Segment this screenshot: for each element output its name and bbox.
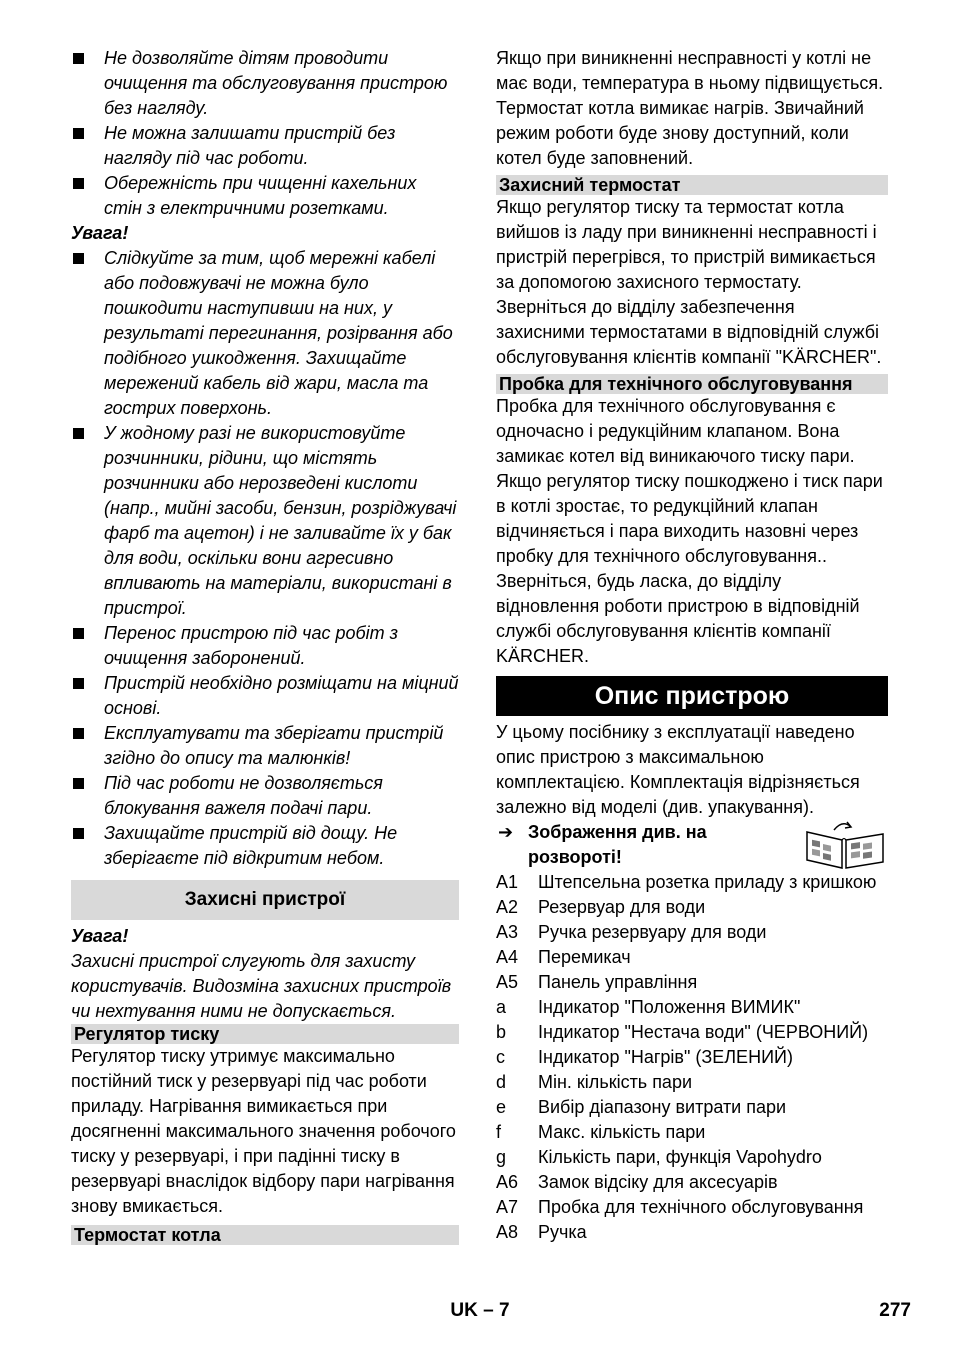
section-title-device-description: Опис пристрою [496, 676, 888, 716]
device-description-text: У цьому посібнику з експлуатації наведено опис пристрою з максимальною комплектацією. Комплектація відрізняється залежно від моделі (див. упакування). [496, 722, 860, 817]
boiler-thermostat-text: Якщо при виникненні несправності у котлі не має води, температура в ньому підвищується. Термостат котла вимикає нагрів. Звичайний режим роботи буде знову доступний, коли котел буде заповнений. [496, 48, 884, 168]
list-item: b Індикатор "Нестача води" (ЧЕРВОНИЙ) [496, 1022, 869, 1042]
subhead-safety-thermostat: Захисний термостат [496, 175, 888, 195]
bullet-square-icon [73, 678, 84, 689]
section-warning-label: Увага! [71, 926, 129, 946]
see-figures-note [496, 820, 888, 870]
subhead-service-plug: Пробка для технічного обслуговування [496, 374, 888, 394]
service-plug-text: Пробка для технічного обслуговування є одночасно і редукційним клапаном. Вона замикає котел від виникаючого тиску пари. Якщо регулятор тиску пошкоджено і тиск пари в котлі зростає, то редукційний клапан відчиняється і пара виходить назовні через пробку для технічного обслуговування.. Зверніться, будь ласка, до відділу відновлення роботи пристрою в відповідній службі обслуговування клієнтів компанії KÄRCHER. [496, 396, 883, 666]
component-list [496, 870, 888, 1245]
list-item: A1 Штепсельна розетка приладу з кришкою [496, 872, 877, 892]
bullet-item: Не дозволяйте дітям проводити очищення та обслуговування пристрою без нагляду. [71, 46, 459, 121]
bullet-item: Слідкуйте за тим, щоб мережні кабелі або подовжувачі не можна було пошкодити наступивши на них, у результаті перегинання, розірвання або подібного ушкодження. Захищайте мережений кабель від жари, масла та гострих поверхонь. [71, 246, 459, 421]
bullet-item: Перенос пристрою під час робіт з очищення заборонений. [71, 621, 459, 671]
list-item: e Вибір діапазону витрати пари [496, 1097, 787, 1117]
see-figures-text: Зображення див. на розвороті! [528, 822, 707, 867]
list-item: A6 Замок відсіку для аксесуарів [496, 1172, 778, 1192]
bullet-item: Обережність при чищенні кахельних стін з електричними розетками. [71, 171, 459, 221]
bullet-item: У жодному разі не використовуйте розчинники, рідини, що містять розчинники або нерозведені кислоти (напр., мийні засоби, бензин, розріджувачі фарб та ацетон) і не заливайте їх у бак для води, оскільки вони агресивно впливають на матеріали, використані в пристрої. [71, 421, 459, 621]
bullet-square-icon [73, 253, 84, 264]
list-item: a Індикатор "Положення ВИМИК" [496, 997, 801, 1017]
page-label: UK – 7 [450, 1300, 510, 1321]
bullet-square-icon [73, 428, 84, 439]
bullet-square-icon [73, 178, 84, 189]
bullet-square-icon [73, 128, 84, 139]
list-item: f Макс. кількість пари [496, 1122, 706, 1142]
bullet-square-icon [73, 828, 84, 839]
bullet-item: Експлуатувати та зберігати пристрій згідно до опису та малюнків! [71, 721, 459, 771]
list-item: A5 Панель управління [496, 972, 698, 992]
subhead-pressure-regulator: Регулятор тиску [71, 1024, 459, 1044]
list-item: A7 Пробка для технічного обслуговування [496, 1197, 864, 1217]
section-title-protective-devices: Захисні пристрої [71, 880, 459, 920]
list-item: d Мін. кількість пари [496, 1072, 693, 1092]
page-number: 277 [879, 1300, 911, 1321]
list-item: A8 Ручка [496, 1222, 587, 1242]
bullet-item: Захищайте пристрій від дощу. Не зберігаєте під відкритим небом. [71, 821, 459, 871]
left-column [71, 46, 459, 1245]
section-warning-text: Захисні пристрої слугують для захисту користувачів. Видозміна захисних пристроїв чи нехтування ними не допускається. [71, 951, 452, 1021]
list-item: g Кількість пари, функція Vapohydro [496, 1147, 822, 1167]
bullet-square-icon [73, 778, 84, 789]
list-item: c Індикатор "Нагрів" (ЗЕЛЕНИЙ) [496, 1047, 793, 1067]
open-book-icon [804, 820, 886, 870]
right-column [496, 46, 888, 1245]
bullet-square-icon [73, 728, 84, 739]
list-item: A2 Резервуар для води [496, 897, 706, 917]
safety-bullets-bottom [71, 246, 459, 871]
bullet-item: Не можна залишати пристрій без нагляду під час роботи. [71, 121, 459, 171]
arrow-right-icon: ➔ [498, 822, 514, 842]
safety-thermostat-text: Якщо регулятор тиску та термостат котла вийшов із ладу при виникненні несправності і пристрій перегрівся, то пристрій вимикається за допомогою захисного термостату. Зверніться до відділу забезпечення захисними термостатами в відповідній службі обслуговування клієнтів компанії "KÄRCHER". [496, 197, 882, 367]
safety-bullets-top [71, 46, 459, 221]
bullet-square-icon [73, 53, 84, 64]
bullet-square-icon [73, 628, 84, 639]
bullet-item: Пристрій необхідно розміщати на міцний основі. [71, 671, 459, 721]
bullet-item: Під час роботи не дозволяється блокування важеля подачі пари. [71, 771, 459, 821]
pressure-regulator-text: Регулятор тиску утримує максимально постійний тиск у резервуарі під час роботи приладу. Нагрівання вимикається при досягненні максимального значення робочого тиску у резервуарі, і при падінні тиску в резервуарі внаслідок відбору пари нагрівання знову вмикається. [71, 1046, 456, 1216]
list-item: A3 Ручка резервуару для води [496, 922, 767, 942]
warning-label: Увага! [71, 223, 129, 243]
list-item: A4 Перемикач [496, 947, 631, 967]
subhead-boiler-thermostat: Термостат котла [71, 1225, 459, 1245]
